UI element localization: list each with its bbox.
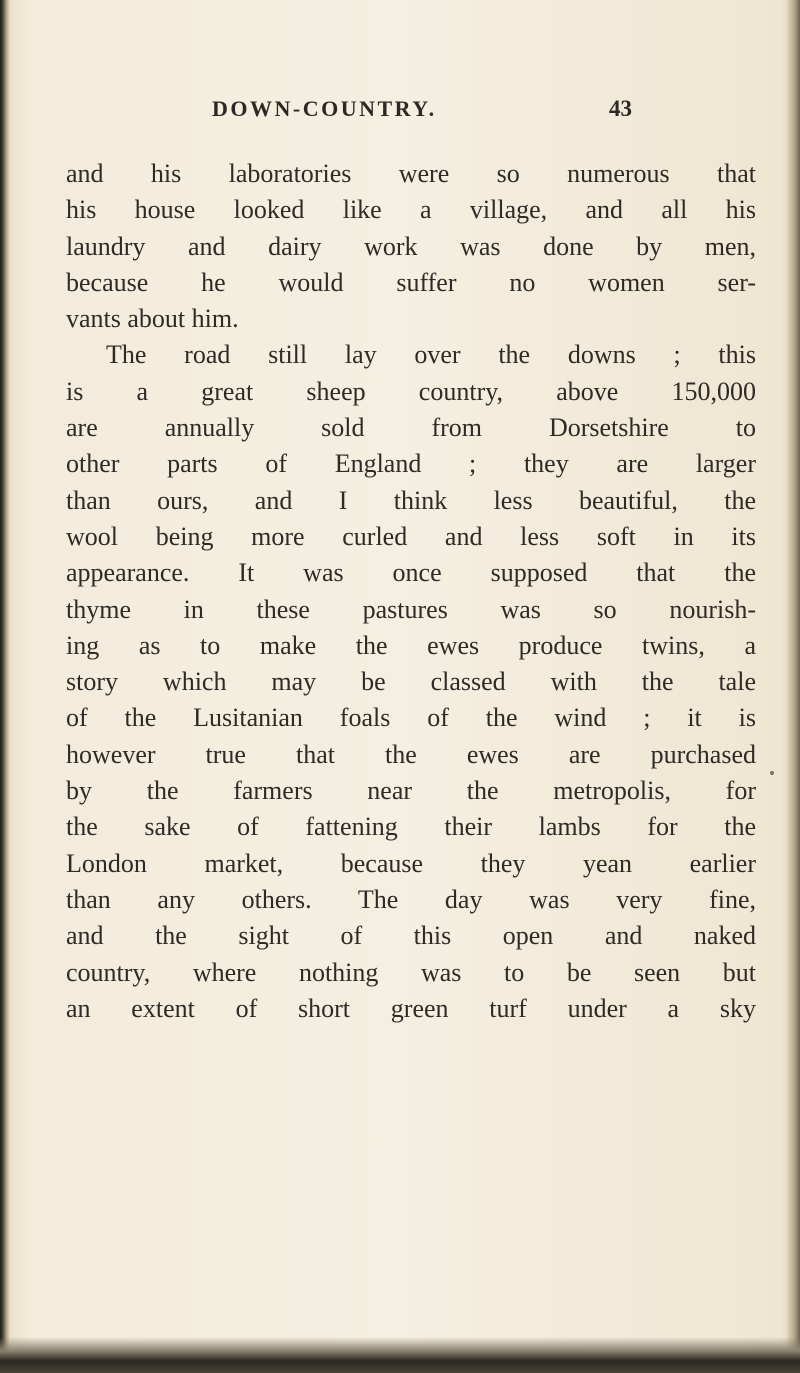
page-bottom-edge	[0, 1337, 800, 1373]
text-line: laundry and dairy work was done by men,	[66, 231, 756, 261]
text-line: however true that the ewes are purchased	[66, 739, 756, 769]
ink-speck	[770, 771, 774, 775]
text-line: than ours, and I think less beautiful, the	[66, 485, 756, 515]
text-line: London market, because they yean earlier	[66, 848, 756, 878]
text-line: thyme in these pastures was so nourish-	[66, 594, 756, 624]
text-line: vants about him.	[66, 304, 239, 334]
page-header	[212, 96, 632, 136]
text-line: is a great sheep country, above 150,000	[66, 376, 756, 406]
page-number: 43	[609, 96, 632, 121]
text-line: the sake of fattening their lambs for the	[66, 812, 756, 842]
text-line: story which may be classed with the tale	[66, 667, 756, 697]
text-line: appearance. It was once supposed that the	[66, 558, 756, 588]
text-line: by the farmers near the metropolis, for	[66, 776, 756, 806]
text-line: because he would suffer no women ser-	[66, 267, 756, 297]
text-line: than any others. The day was very fine,	[66, 884, 756, 914]
text-line: his house looked like a village, and all his	[66, 195, 756, 225]
text-line: ing as to make the ewes produce twins, a	[66, 630, 756, 660]
text-line: wool being more curled and less soft in its	[66, 521, 756, 551]
text-line: and his laboratories were so numerous that	[66, 159, 756, 188]
page-gutter-shadow	[0, 0, 10, 1373]
text-line: The road still lay over the downs ; this	[106, 340, 756, 370]
running-head: DOWN-COUNTRY.	[212, 96, 437, 121]
text-line: an extent of short green turf under a sky	[66, 993, 756, 1023]
text-line: of the Lusitanian foals of the wind ; it is	[66, 703, 756, 733]
text-line: and the sight of this open and naked	[66, 921, 756, 951]
text-line: are annually sold from Dorsetshire to	[66, 413, 756, 443]
page-edge-shadow	[786, 0, 800, 1373]
text-line: other parts of England ; they are larger	[66, 449, 756, 479]
body-text	[66, 156, 756, 1027]
text-line: country, where nothing was to be seen but	[66, 957, 756, 987]
